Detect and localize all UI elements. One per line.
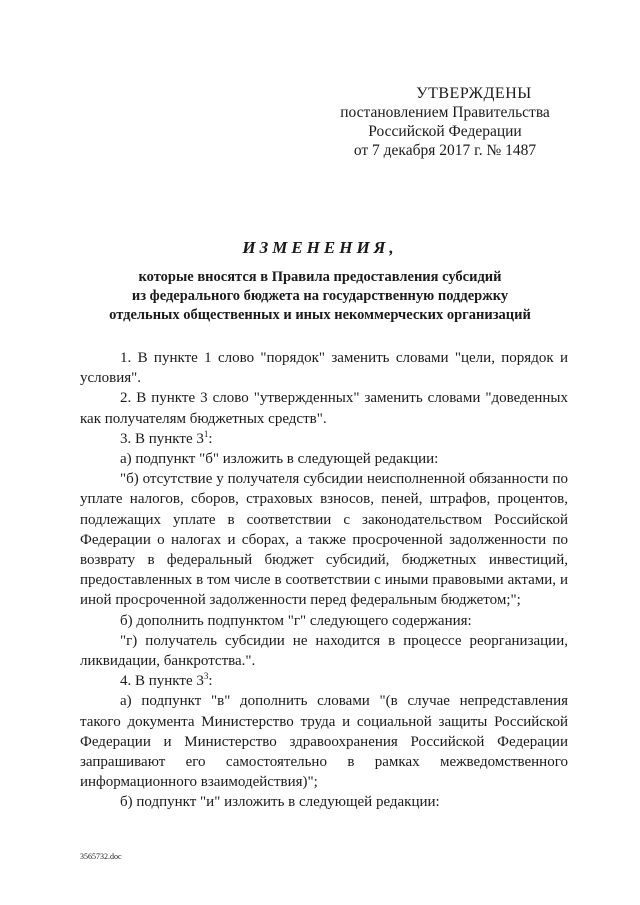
paragraph-6: б) дополнить подпунктом "г" следующего содержания: — [120, 612, 472, 629]
paragraph-10: б) подпункт "и" изложить в следующей редакции: — [120, 794, 440, 811]
paragraph-4: а) подпункт "б" изложить в следующей редакции: — [120, 451, 439, 468]
footer-docref: 3565732.doc — [80, 852, 122, 861]
paragraph-2: 2. В пункте 3 слово "утвержденных" заменить словами "доведенных как получателям бюджетных средств". — [80, 390, 568, 427]
paragraph-8-text: 4. В пункте 3 — [120, 673, 204, 690]
approval-line-2: Российской Федерации — [368, 123, 522, 140]
paragraph-9: а) подпункт "в" дополнить словами "(в случае непредставления такого документа Министерство труда и социальной защиты Российской Федерации и Министерство здравоохранения Российской Федерации запрашивают его самостоятельно в рамках межведомственного информационного взаимодействия)"; — [80, 693, 568, 791]
document-body — [80, 348, 568, 813]
paragraph-3 — [80, 429, 568, 449]
heading-subtitle-3: отдельных общественных и иных некоммерческих организаций — [109, 307, 531, 323]
paragraph-1: 1. В пункте 1 слово "порядок" заменить словами "цели, порядок и условия". — [80, 350, 568, 387]
approval-line-3: от 7 декабря 2017 г. № 1487 — [353, 142, 537, 159]
paragraph-7: "г) получатель субсидии не находится в процессе реорганизации, ликвидации, банкротства.". — [80, 632, 568, 670]
paragraph-3-text: 3. В пункте 3 — [120, 430, 204, 447]
paragraph-8-end: : — [208, 673, 213, 690]
heading-title: ИЗМЕНЕНИЯ, — [242, 238, 398, 257]
document-heading — [60, 238, 580, 325]
paragraph-8-sup: 3 — [203, 671, 209, 682]
paragraph-8 — [80, 671, 568, 691]
heading-subtitle-2: из федерального бюджета на государственную поддержку — [131, 288, 509, 304]
heading-subtitle-1: которые вносятся в Правила предоставления субсидий — [138, 269, 502, 285]
approval-line-1: постановлением Правительства — [340, 104, 550, 121]
approval-block — [330, 84, 560, 160]
approval-title: УТВЕРЖДЕНЫ — [416, 85, 532, 102]
paragraph-3-sup: 1 — [203, 428, 209, 439]
paragraph-5: "б) отсутствие у получателя субсидии неисполненной обязанности по уплате налогов, сборов, страховых взносов, пеней, штрафов, процентов, подлежащих уплате в соответствии с законодательством Российской Федерации о налогах и сборах, а также просроченной задолженности по возврату в федеральный бюджет субсидий, бюджетных инвестиций, предоставленных в том числе в соответствии с иными правовыми актами, и иной просроченной задолженности перед федеральным бюджетом;"; — [80, 471, 568, 609]
paragraph-3-end: : — [208, 430, 213, 447]
